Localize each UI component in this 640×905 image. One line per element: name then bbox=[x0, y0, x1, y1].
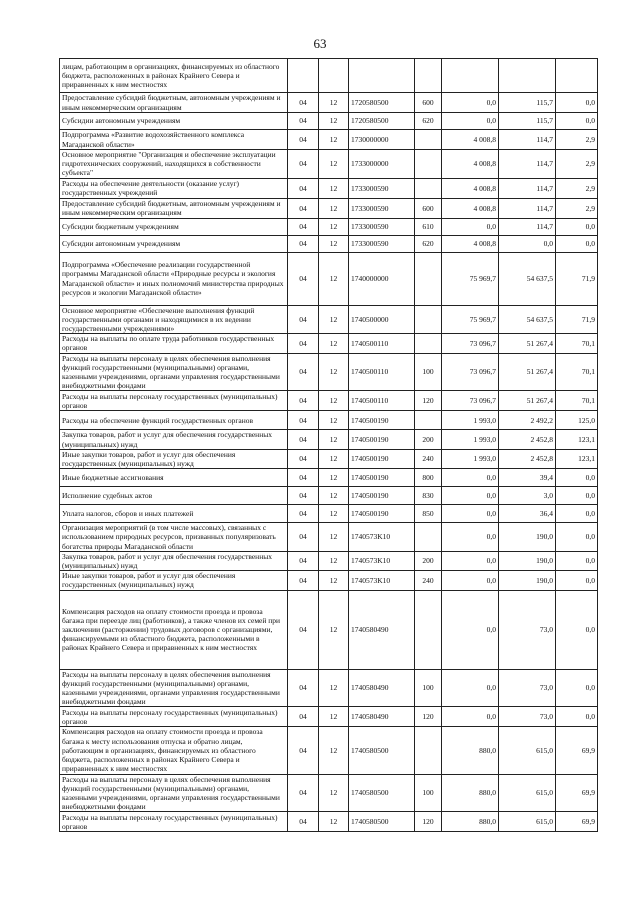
expense-type-code: 620 bbox=[415, 113, 442, 130]
section-code: 04 bbox=[288, 411, 319, 430]
planned-amount: 880,0 bbox=[442, 812, 499, 832]
subsection-code: 12 bbox=[319, 487, 349, 505]
execution-percent: 0,0 bbox=[556, 505, 598, 523]
item-name: Расходы на выплаты по оплате труда работников государственных органов bbox=[60, 334, 288, 353]
execution-percent: 0,0 bbox=[556, 551, 598, 570]
expense-type-code bbox=[415, 178, 442, 198]
table-row bbox=[60, 449, 598, 468]
section-code bbox=[288, 59, 319, 93]
execution-percent: 2,9 bbox=[556, 150, 598, 179]
section-code: 04 bbox=[288, 449, 319, 468]
subsection-code: 12 bbox=[319, 178, 349, 198]
actual-amount: 190,0 bbox=[499, 551, 556, 570]
subsection-code: 12 bbox=[319, 707, 349, 727]
subsection-code: 12 bbox=[319, 523, 349, 552]
item-name: Иные закупки товаров, работ и услуг для обеспечения государственных (муниципальных) нужд bbox=[60, 571, 288, 590]
expense-type-code: 100 bbox=[415, 774, 442, 812]
section-code: 04 bbox=[288, 590, 319, 669]
target-article-code: 1730000000 bbox=[349, 130, 415, 150]
expense-type-code: 610 bbox=[415, 218, 442, 235]
execution-percent: 0,0 bbox=[556, 523, 598, 552]
execution-percent: 69,9 bbox=[556, 774, 598, 812]
target-article-code: 1740500000 bbox=[349, 305, 415, 334]
actual-amount: 115,7 bbox=[499, 93, 556, 113]
target-article-code: 1740500190 bbox=[349, 449, 415, 468]
item-name: Субсидии автономным учреждениям bbox=[60, 235, 288, 252]
expense-type-code bbox=[415, 334, 442, 353]
actual-amount: 615,0 bbox=[499, 774, 556, 812]
expense-type-code: 850 bbox=[415, 505, 442, 523]
planned-amount: 0,0 bbox=[442, 590, 499, 669]
expense-type-code: 100 bbox=[415, 669, 442, 707]
expense-type-code bbox=[415, 590, 442, 669]
expense-type-code: 800 bbox=[415, 469, 442, 487]
expense-type-code: 100 bbox=[415, 353, 442, 391]
table-row bbox=[60, 198, 598, 218]
subsection-code: 12 bbox=[319, 774, 349, 812]
subsection-code: 12 bbox=[319, 235, 349, 252]
section-code: 04 bbox=[288, 252, 319, 305]
planned-amount bbox=[442, 59, 499, 93]
execution-percent: 0,0 bbox=[556, 218, 598, 235]
budget-table bbox=[59, 58, 598, 832]
section-code: 04 bbox=[288, 218, 319, 235]
table-row bbox=[60, 774, 598, 812]
section-code: 04 bbox=[288, 669, 319, 707]
section-code: 04 bbox=[288, 505, 319, 523]
subsection-code: 12 bbox=[319, 727, 349, 774]
section-code: 04 bbox=[288, 812, 319, 832]
subsection-code: 12 bbox=[319, 334, 349, 353]
table-row bbox=[60, 113, 598, 130]
target-article-code bbox=[349, 59, 415, 93]
execution-percent: 123,1 bbox=[556, 430, 598, 449]
item-name: Расходы на выплаты персоналу государственных (муниципальных) органов bbox=[60, 707, 288, 727]
target-article-code: 1733000590 bbox=[349, 218, 415, 235]
section-code: 04 bbox=[288, 130, 319, 150]
expense-type-code bbox=[415, 305, 442, 334]
item-name: Подпрограмма «Обеспечение реализации государственной программы Магаданской области «Природные ресурсы и экология Магаданской области» и иных полномочий министерства природных ресурсов и экологии Магаданской области» bbox=[60, 252, 288, 305]
actual-amount: 190,0 bbox=[499, 523, 556, 552]
planned-amount: 1 993,0 bbox=[442, 411, 499, 430]
table-row bbox=[60, 590, 598, 669]
subsection-code: 12 bbox=[319, 113, 349, 130]
item-name: Компенсация расходов на оплату стоимости проезда и провоза багажа при переезде лиц (работников), а также членов их семей при заключении (расторжении) трудовых договоров с организациями, финансируемыми из областного бюджета, расположенными в районах Крайнего Севера и приравненных к ним местностях bbox=[60, 590, 288, 669]
actual-amount: 3,0 bbox=[499, 487, 556, 505]
table-row bbox=[60, 305, 598, 334]
table-row bbox=[60, 59, 598, 93]
expense-type-code: 240 bbox=[415, 571, 442, 590]
expense-type-code bbox=[415, 150, 442, 179]
subsection-code bbox=[319, 59, 349, 93]
execution-percent: 70,1 bbox=[556, 334, 598, 353]
target-article-code: 1740500190 bbox=[349, 411, 415, 430]
execution-percent: 71,9 bbox=[556, 252, 598, 305]
target-article-code: 1740573K10 bbox=[349, 571, 415, 590]
target-article-code: 1740000000 bbox=[349, 252, 415, 305]
subsection-code: 12 bbox=[319, 505, 349, 523]
target-article-code: 1740500110 bbox=[349, 334, 415, 353]
table-row bbox=[60, 252, 598, 305]
table-row bbox=[60, 391, 598, 411]
table-row bbox=[60, 411, 598, 430]
table-row bbox=[60, 469, 598, 487]
section-code: 04 bbox=[288, 353, 319, 391]
target-article-code: 1733000590 bbox=[349, 198, 415, 218]
actual-amount: 615,0 bbox=[499, 727, 556, 774]
expense-type-code bbox=[415, 130, 442, 150]
item-name: Расходы на выплаты персоналу государственных (муниципальных) органов bbox=[60, 812, 288, 832]
execution-percent: 0,0 bbox=[556, 571, 598, 590]
subsection-code: 12 bbox=[319, 391, 349, 411]
subsection-code: 12 bbox=[319, 252, 349, 305]
expense-type-code: 120 bbox=[415, 391, 442, 411]
planned-amount: 0,0 bbox=[442, 113, 499, 130]
subsection-code: 12 bbox=[319, 449, 349, 468]
planned-amount: 0,0 bbox=[442, 551, 499, 570]
planned-amount: 0,0 bbox=[442, 707, 499, 727]
planned-amount: 4 008,8 bbox=[442, 198, 499, 218]
table-row bbox=[60, 353, 598, 391]
actual-amount: 114,7 bbox=[499, 130, 556, 150]
item-name: Компенсация расходов на оплату стоимости проезда и провоза багажа к месту использования отпуска и обратно лицам, работающим в организациях, финансируемых из областного бюджета, расположенных в районах Крайнего Севера и приравненных к ним местностях bbox=[60, 727, 288, 774]
target-article-code: 1740580500 bbox=[349, 727, 415, 774]
item-name: Предоставление субсидий бюджетным, автономным учреждениям и иным некоммерческим организациям bbox=[60, 198, 288, 218]
actual-amount: 54 637,5 bbox=[499, 252, 556, 305]
planned-amount: 1 993,0 bbox=[442, 449, 499, 468]
expense-type-code: 240 bbox=[415, 449, 442, 468]
execution-percent: 0,0 bbox=[556, 707, 598, 727]
subsection-code: 12 bbox=[319, 551, 349, 570]
table-row bbox=[60, 571, 598, 590]
planned-amount: 0,0 bbox=[442, 505, 499, 523]
expense-type-code: 120 bbox=[415, 707, 442, 727]
actual-amount: 73,0 bbox=[499, 707, 556, 727]
execution-percent: 70,1 bbox=[556, 391, 598, 411]
table-row bbox=[60, 218, 598, 235]
expense-type-code: 120 bbox=[415, 812, 442, 832]
planned-amount: 1 993,0 bbox=[442, 430, 499, 449]
table-row bbox=[60, 150, 598, 179]
planned-amount: 73 096,7 bbox=[442, 353, 499, 391]
planned-amount: 0,0 bbox=[442, 487, 499, 505]
target-article-code: 1740580490 bbox=[349, 707, 415, 727]
expense-type-code: 600 bbox=[415, 93, 442, 113]
execution-percent: 69,9 bbox=[556, 727, 598, 774]
planned-amount: 880,0 bbox=[442, 727, 499, 774]
execution-percent: 0,0 bbox=[556, 113, 598, 130]
expense-type-code bbox=[415, 252, 442, 305]
section-code: 04 bbox=[288, 430, 319, 449]
item-name: Расходы на выплаты персоналу государственных (муниципальных) органов bbox=[60, 391, 288, 411]
planned-amount: 4 008,8 bbox=[442, 178, 499, 198]
item-name: Основное мероприятие «Обеспечение выполнения функций государственными органами и находящимися в их ведении государственными учреждениями» bbox=[60, 305, 288, 334]
execution-percent: 71,9 bbox=[556, 305, 598, 334]
execution-percent: 2,9 bbox=[556, 130, 598, 150]
table-row bbox=[60, 487, 598, 505]
section-code: 04 bbox=[288, 551, 319, 570]
planned-amount: 0,0 bbox=[442, 571, 499, 590]
planned-amount: 0,0 bbox=[442, 469, 499, 487]
item-name: лицам, работающим в организациях, финансируемых из областного бюджета, расположенных в районах Крайнего Севера и приравненных к ним местностях bbox=[60, 59, 288, 93]
subsection-code: 12 bbox=[319, 571, 349, 590]
expense-type-code bbox=[415, 59, 442, 93]
item-name: Субсидии бюджетным учреждениям bbox=[60, 218, 288, 235]
subsection-code: 12 bbox=[319, 130, 349, 150]
item-name: Иные закупки товаров, работ и услуг для обеспечения государственных (муниципальных) нужд bbox=[60, 449, 288, 468]
subsection-code: 12 bbox=[319, 353, 349, 391]
expense-type-code: 620 bbox=[415, 235, 442, 252]
execution-percent: 125,0 bbox=[556, 411, 598, 430]
item-name: Расходы на выплаты персоналу в целях обеспечения выполнения функций государственными (муниципальными) органами, казенными учреждениями, органами управления государственными внебюджетными фондами bbox=[60, 774, 288, 812]
actual-amount: 2 452,8 bbox=[499, 449, 556, 468]
item-name: Расходы на выплаты персоналу в целях обеспечения выполнения функций государственными (муниципальными) органами, казенными учреждениями, органами управления государственными внебюджетными фондами bbox=[60, 669, 288, 707]
item-name: Иные бюджетные ассигнования bbox=[60, 469, 288, 487]
table-row bbox=[60, 130, 598, 150]
section-code: 04 bbox=[288, 93, 319, 113]
actual-amount: 73,0 bbox=[499, 669, 556, 707]
target-article-code: 1740500110 bbox=[349, 353, 415, 391]
execution-percent: 0,0 bbox=[556, 235, 598, 252]
subsection-code: 12 bbox=[319, 669, 349, 707]
actual-amount: 114,7 bbox=[499, 150, 556, 179]
item-name: Закупка товаров, работ и услуг для обеспечения государственных (муниципальных) нужд bbox=[60, 551, 288, 570]
target-article-code: 1740500190 bbox=[349, 469, 415, 487]
planned-amount: 73 096,7 bbox=[442, 334, 499, 353]
target-article-code: 1740580490 bbox=[349, 590, 415, 669]
actual-amount: 615,0 bbox=[499, 812, 556, 832]
expense-type-code bbox=[415, 411, 442, 430]
table-row bbox=[60, 523, 598, 552]
target-article-code: 1733000590 bbox=[349, 235, 415, 252]
target-article-code: 1720580500 bbox=[349, 93, 415, 113]
planned-amount: 75 969,7 bbox=[442, 252, 499, 305]
target-article-code: 1740573K10 bbox=[349, 551, 415, 570]
subsection-code: 12 bbox=[319, 198, 349, 218]
item-name: Закупка товаров, работ и услуг для обеспечения государственных (муниципальных) нужд bbox=[60, 430, 288, 449]
item-name: Основное мероприятие "Организация и обеспечение эксплуатации гидротехнических сооружений, находящихся в собственности субъекта" bbox=[60, 150, 288, 179]
target-article-code: 1740573K10 bbox=[349, 523, 415, 552]
actual-amount: 115,7 bbox=[499, 113, 556, 130]
subsection-code: 12 bbox=[319, 812, 349, 832]
planned-amount: 4 008,8 bbox=[442, 130, 499, 150]
planned-amount: 4 008,8 bbox=[442, 150, 499, 179]
subsection-code: 12 bbox=[319, 411, 349, 430]
section-code: 04 bbox=[288, 571, 319, 590]
section-code: 04 bbox=[288, 150, 319, 179]
table-row bbox=[60, 812, 598, 832]
execution-percent: 69,9 bbox=[556, 812, 598, 832]
actual-amount bbox=[499, 59, 556, 93]
section-code: 04 bbox=[288, 469, 319, 487]
expense-type-code: 200 bbox=[415, 430, 442, 449]
table-row bbox=[60, 505, 598, 523]
subsection-code: 12 bbox=[319, 590, 349, 669]
actual-amount: 114,7 bbox=[499, 218, 556, 235]
target-article-code: 1733000590 bbox=[349, 178, 415, 198]
actual-amount: 39,4 bbox=[499, 469, 556, 487]
actual-amount: 2 452,8 bbox=[499, 430, 556, 449]
execution-percent: 123,1 bbox=[556, 449, 598, 468]
expense-type-code: 200 bbox=[415, 551, 442, 570]
execution-percent: 70,1 bbox=[556, 353, 598, 391]
actual-amount: 51 267,4 bbox=[499, 353, 556, 391]
item-name: Исполнение судебных актов bbox=[60, 487, 288, 505]
table-row bbox=[60, 551, 598, 570]
section-code: 04 bbox=[288, 774, 319, 812]
item-name: Расходы на обеспечение функций государственных органов bbox=[60, 411, 288, 430]
subsection-code: 12 bbox=[319, 93, 349, 113]
actual-amount: 73,0 bbox=[499, 590, 556, 669]
page-number: 63 bbox=[313, 36, 327, 51]
target-article-code: 1740580500 bbox=[349, 812, 415, 832]
expense-type-code bbox=[415, 523, 442, 552]
table-row bbox=[60, 93, 598, 113]
target-article-code: 1740580490 bbox=[349, 669, 415, 707]
table-row bbox=[60, 430, 598, 449]
actual-amount: 51 267,4 bbox=[499, 391, 556, 411]
execution-percent: 0,0 bbox=[556, 487, 598, 505]
subsection-code: 12 bbox=[319, 150, 349, 179]
section-code: 04 bbox=[288, 707, 319, 727]
item-name: Уплата налогов, сборов и иных платежей bbox=[60, 505, 288, 523]
item-name: Подпрограмма «Развитие водохозяйственного комплекса Магаданской области» bbox=[60, 130, 288, 150]
target-article-code: 1720580500 bbox=[349, 113, 415, 130]
section-code: 04 bbox=[288, 727, 319, 774]
table-row bbox=[60, 727, 598, 774]
section-code: 04 bbox=[288, 391, 319, 411]
item-name: Организация мероприятий (в том числе массовых), связанных с использованием природных ресурсов, призванных популяризовать богатства природы Магаданской области bbox=[60, 523, 288, 552]
subsection-code: 12 bbox=[319, 469, 349, 487]
section-code: 04 bbox=[288, 334, 319, 353]
execution-percent: 0,0 bbox=[556, 590, 598, 669]
execution-percent: 0,0 bbox=[556, 93, 598, 113]
planned-amount: 0,0 bbox=[442, 93, 499, 113]
table-row bbox=[60, 707, 598, 727]
planned-amount: 0,0 bbox=[442, 669, 499, 707]
execution-percent: 0,0 bbox=[556, 469, 598, 487]
planned-amount: 4 008,8 bbox=[442, 235, 499, 252]
expense-type-code: 600 bbox=[415, 198, 442, 218]
item-name: Расходы на обеспечение деятельности (оказание услуг) государственных учреждений bbox=[60, 178, 288, 198]
target-article-code: 1740500190 bbox=[349, 487, 415, 505]
actual-amount: 51 267,4 bbox=[499, 334, 556, 353]
item-name: Предоставление субсидий бюджетным, автономным учреждениям и иным некоммерческим организациям bbox=[60, 93, 288, 113]
execution-percent: 2,9 bbox=[556, 178, 598, 198]
subsection-code: 12 bbox=[319, 218, 349, 235]
section-code: 04 bbox=[288, 198, 319, 218]
planned-amount: 75 969,7 bbox=[442, 305, 499, 334]
execution-percent bbox=[556, 59, 598, 93]
section-code: 04 bbox=[288, 113, 319, 130]
subsection-code: 12 bbox=[319, 430, 349, 449]
table-row bbox=[60, 669, 598, 707]
section-code: 04 bbox=[288, 235, 319, 252]
target-article-code: 1740500110 bbox=[349, 391, 415, 411]
actual-amount: 190,0 bbox=[499, 571, 556, 590]
target-article-code: 1740500190 bbox=[349, 505, 415, 523]
actual-amount: 36,4 bbox=[499, 505, 556, 523]
actual-amount: 2 492,2 bbox=[499, 411, 556, 430]
section-code: 04 bbox=[288, 305, 319, 334]
section-code: 04 bbox=[288, 487, 319, 505]
planned-amount: 880,0 bbox=[442, 774, 499, 812]
execution-percent: 0,0 bbox=[556, 669, 598, 707]
actual-amount: 54 637,5 bbox=[499, 305, 556, 334]
table-row bbox=[60, 334, 598, 353]
expense-type-code: 830 bbox=[415, 487, 442, 505]
planned-amount: 73 096,7 bbox=[442, 391, 499, 411]
item-name: Субсидии автономным учреждениям bbox=[60, 113, 288, 130]
actual-amount: 114,7 bbox=[499, 198, 556, 218]
target-article-code: 1740580500 bbox=[349, 774, 415, 812]
target-article-code: 1733000000 bbox=[349, 150, 415, 179]
table-row bbox=[60, 235, 598, 252]
planned-amount: 0,0 bbox=[442, 523, 499, 552]
actual-amount: 114,7 bbox=[499, 178, 556, 198]
item-name: Расходы на выплаты персоналу в целях обеспечения выполнения функций государственными (муниципальными) органами, казенными учреждениями, органами управления государственными внебюджетными фондами bbox=[60, 353, 288, 391]
table-row bbox=[60, 178, 598, 198]
planned-amount: 0,0 bbox=[442, 218, 499, 235]
execution-percent: 2,9 bbox=[556, 198, 598, 218]
section-code: 04 bbox=[288, 178, 319, 198]
expense-type-code bbox=[415, 727, 442, 774]
actual-amount: 0,0 bbox=[499, 235, 556, 252]
target-article-code: 1740500190 bbox=[349, 430, 415, 449]
subsection-code: 12 bbox=[319, 305, 349, 334]
section-code: 04 bbox=[288, 523, 319, 552]
